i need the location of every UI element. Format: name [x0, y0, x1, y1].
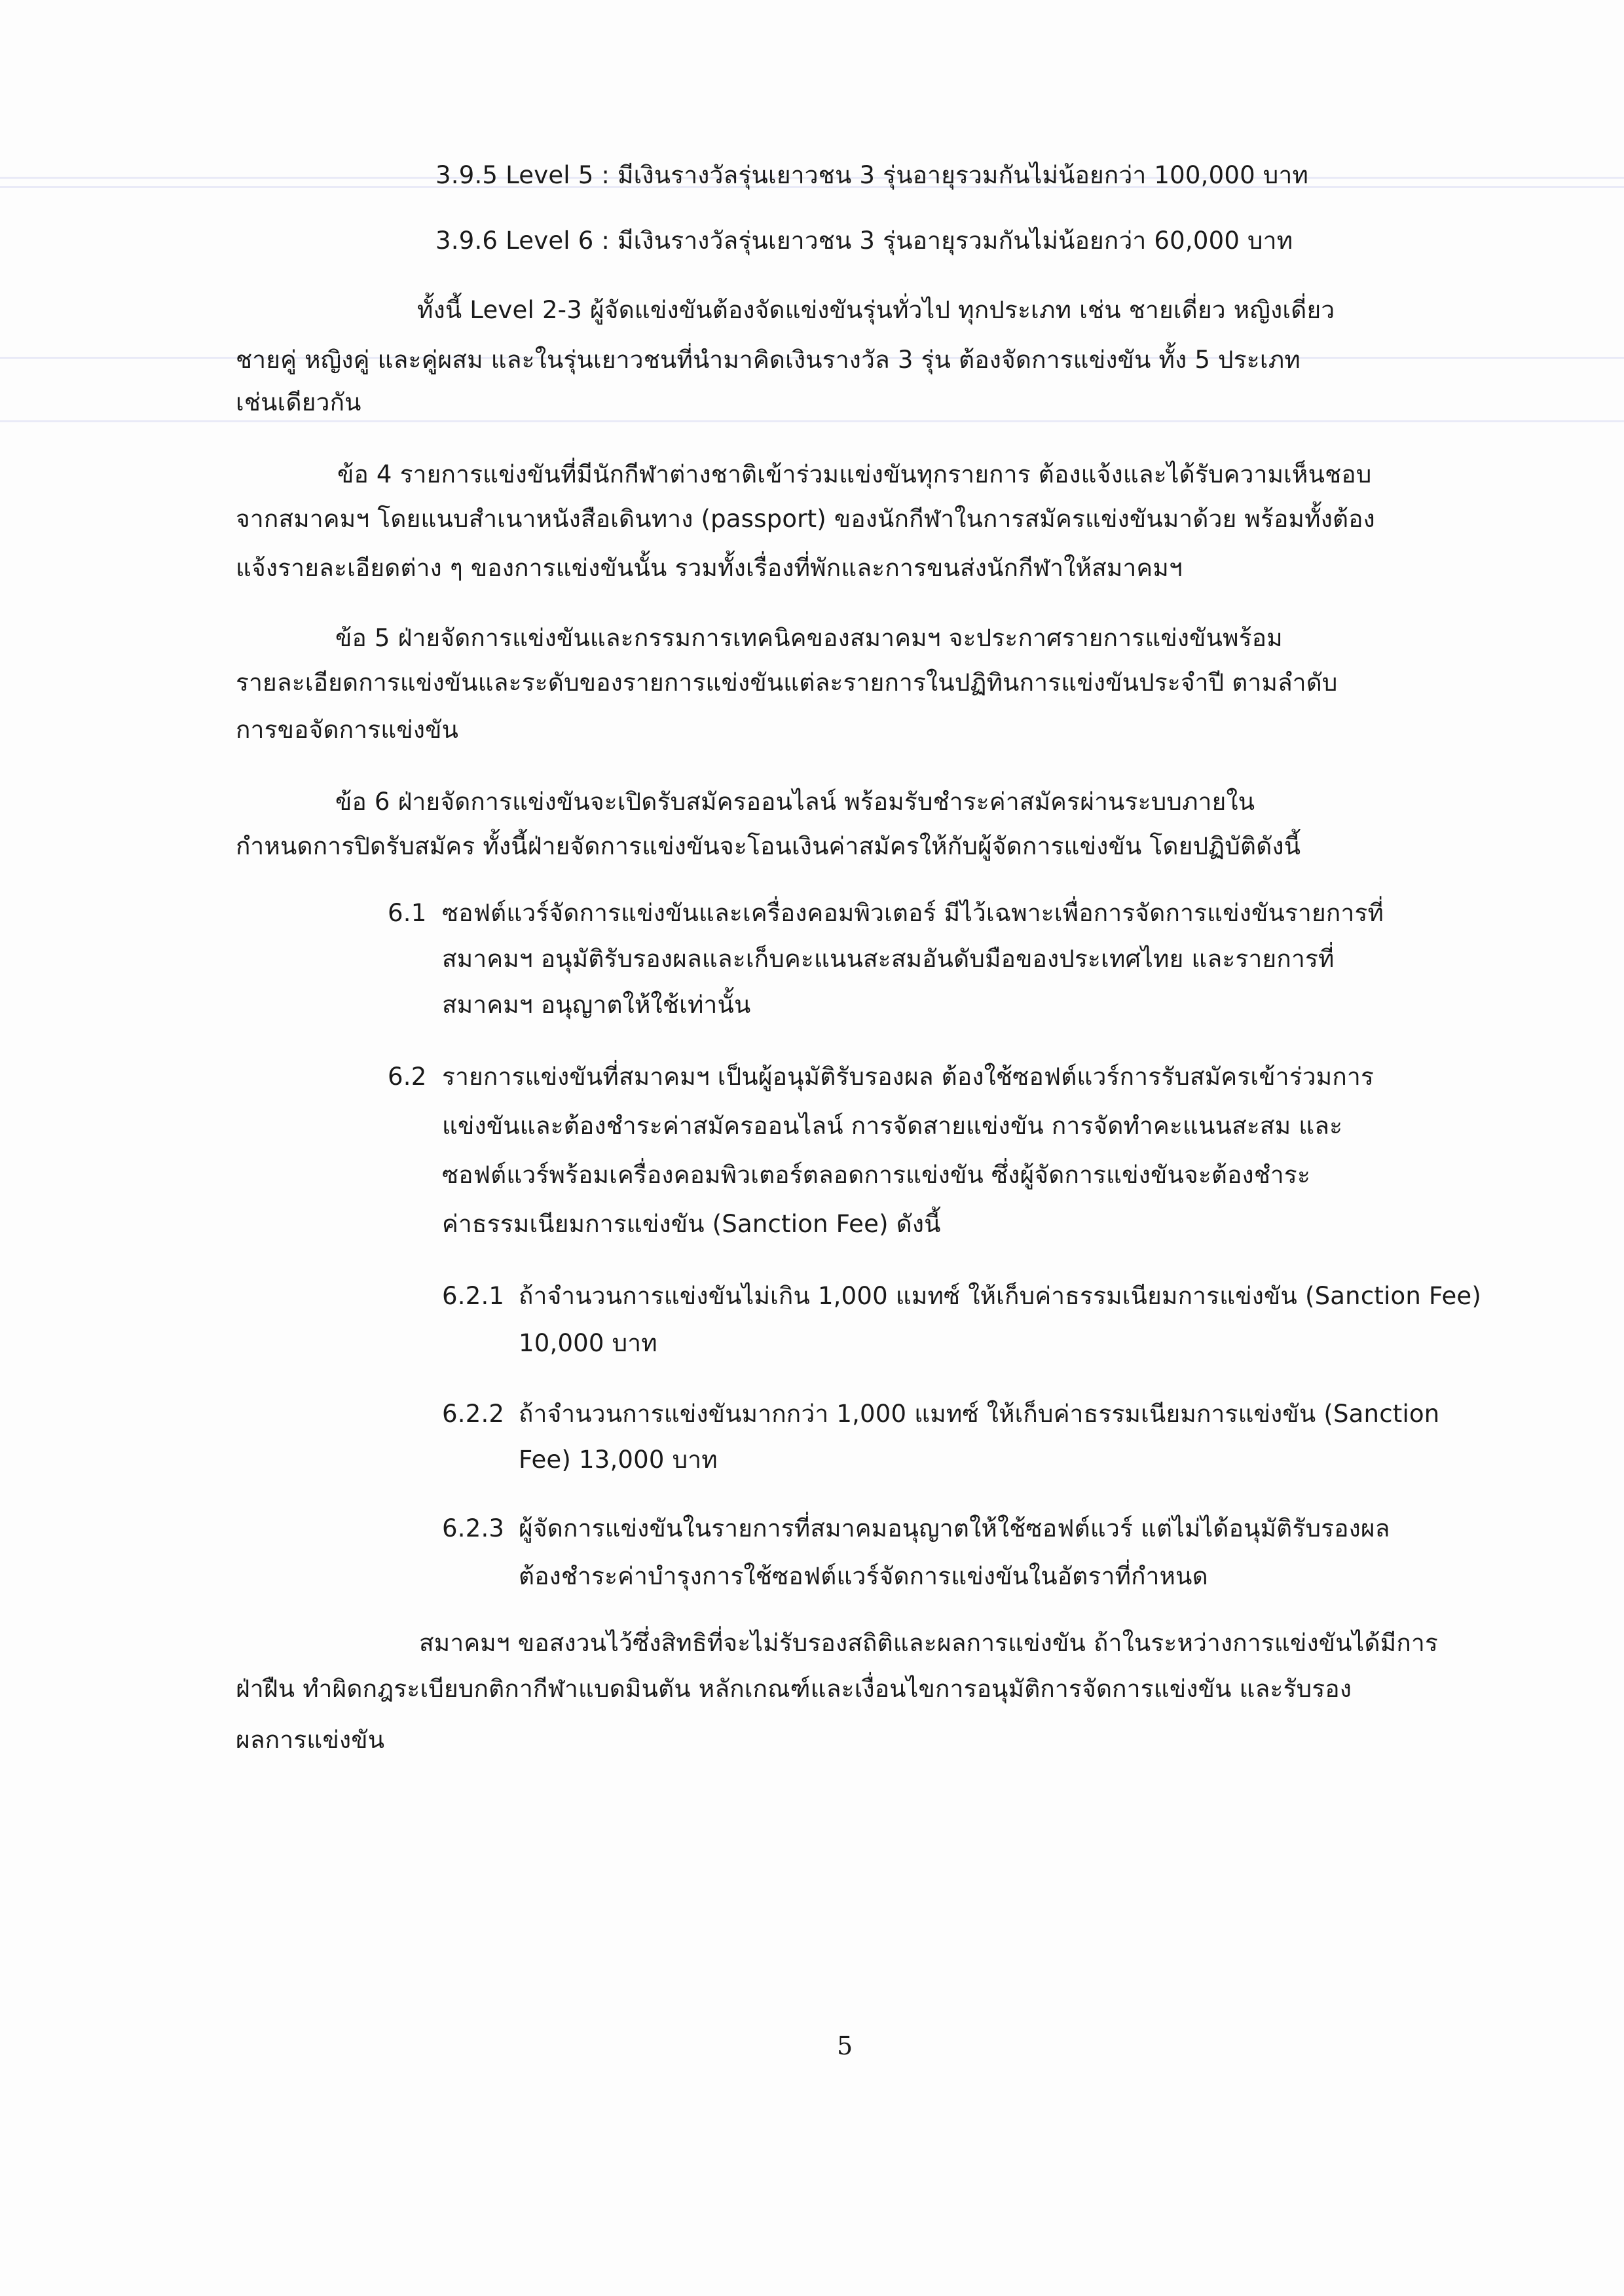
clause-4-line: แจ้งรายละเอียดต่าง ๆ ของการแข่งขันนั้น รวมทั้งเรื่องที่พักและการขนส่งนักกีฬาให้สมาคมฯ [236, 554, 1183, 582]
page-number: 5 [837, 2032, 853, 2060]
paragraph-line: ชายคู่ หญิงคู่ และคู่ผสม และในรุ่นเยาวชนที่นำมาคิดเงินรางวัล 3 รุ่น ต้องจัดการแข่งขัน ทั้ง 5 ประเภท [236, 346, 1301, 374]
clause-6-line: ข้อ 6 ฝ่ายจัดการแข่งขันจะเปิดรับสมัครออนไลน์ พร้อมรับชำระค่าสมัครผ่านระบบภายใน [335, 788, 1255, 816]
item-6-2-line: ซอฟต์แวร์พร้อมเครื่องคอมพิวเตอร์ตลอดการแข่งขัน ซึ่งผู้จัดการแข่งขันจะต้องชำระ [442, 1161, 1311, 1189]
clause-6-line: กำหนดการปิดรับสมัคร ทั้งนี้ฝ่ายจัดการแข่งขันจะโอนเงินค่าสมัครให้กับผู้จัดการแข่งขัน โดยปฏิบัติดังนี้ [236, 832, 1301, 860]
final-paragraph-line: ฝ่าฝืน ทำผิดกฎระเบียบกติกากีฬาแบดมินตัน หลักเกณฑ์และเงื่อนไขการอนุมัติการจัดการแข่งขัน และรับรอง [236, 1675, 1352, 1703]
paragraph-line: ทั้งนี้ Level 2-3 ผู้จัดแข่งขันต้องจัดแข่งขันรุ่นทั่วไป ทุกประเภท เช่น ชายเดี่ยว หญิงเดี่ยว [417, 296, 1335, 324]
item-6-1-line: ซอฟต์แวร์จัดการแข่งขันและเครื่องคอมพิวเตอร์ มีไว้เฉพาะเพื่อการจัดการแข่งขันรายการที่ [442, 899, 1384, 927]
item-number: 6.2 [388, 1063, 427, 1091]
item-6-1-line: สมาคมฯ อนุมัติรับรองผลและเก็บคะแนนสะสมอันดับมือของประเทศไทย และรายการที่ [442, 945, 1335, 973]
final-paragraph-line: สมาคมฯ ขอสงวนไว้ซึ่งสิทธิที่จะไม่รับรองสถิติและผลการแข่งขัน ถ้าในระหว่างการแข่งขันได้มีการ [419, 1629, 1439, 1657]
item-6-2-line: รายการแข่งขันที่สมาคมฯ เป็นผู้อนุมัติรับรองผล ต้องใช้ซอฟต์แวร์การรับสมัครเข้าร่วมการ [442, 1063, 1375, 1091]
item-6-2-line: ค่าธรรมเนียมการแข่งขัน (Sanction Fee) ดังนี้ [442, 1210, 941, 1238]
clause-5-line: การขอจัดการแข่งขัน [236, 716, 459, 744]
clause-4-line: ข้อ 4 รายการแข่งขันที่มีนักกีฬาต่างชาติเข้าร่วมแข่งขันทุกรายการ ต้องแจ้งและได้รับความเห็นชอบ [337, 460, 1372, 488]
clause-3-9-6: 3.9.6 Level 6 : มีเงินรางวัลรุ่นเยาวชน 3 รุ่นอายุรวมกันไม่น้อยกว่า 60,000 บาท [435, 227, 1293, 255]
item-6-2-3-line: ผู้จัดการแข่งขันในรายการที่สมาคมอนุญาตให้ใช้ซอฟต์แวร์ แต่ไม่ได้อนุมัติรับรองผล [519, 1514, 1390, 1542]
item-6-1-line: สมาคมฯ อนุญาตให้ใช้เท่านั้น [442, 991, 751, 1019]
item-6-2-line: แข่งขันและต้องชำระค่าสมัครออนไลน์ การจัดสายแข่งขัน การจัดทำคะแนนสะสม และ [442, 1112, 1343, 1140]
final-paragraph-line: ผลการแข่งขัน [236, 1726, 385, 1754]
item-number: 6.2.2 [442, 1400, 505, 1428]
item-6-2-2-line: Fee) 13,000 บาท [519, 1446, 718, 1474]
item-6-2-1-line: ถ้าจำนวนการแข่งขันไม่เกิน 1,000 แมทซ์ ให้เก็บค่าธรรมเนียมการแข่งขัน (Sanction Fee) [519, 1282, 1482, 1310]
item-6-2-3-line: ต้องชำระค่าบำรุงการใช้ซอฟต์แวร์จัดการแข่งขันในอัตราที่กำหนด [519, 1562, 1208, 1590]
clause-5-line: รายละเอียดการแข่งขันและระดับของรายการแข่งขันแต่ละรายการในปฏิทินการแข่งขันประจำปี ตามลำดับ [236, 668, 1338, 697]
clause-5-line: ข้อ 5 ฝ่ายจัดการแข่งขันและกรรมการเทคนิคของสมาคมฯ จะประกาศรายการแข่งขันพร้อม [335, 624, 1283, 652]
paragraph-line: เช่นเดียวกัน [236, 388, 361, 416]
item-number: 6.2.1 [442, 1282, 505, 1310]
item-number: 6.2.3 [442, 1514, 505, 1542]
item-6-2-2-line: ถ้าจำนวนการแข่งขันมากกว่า 1,000 แมทซ์ ให้เก็บค่าธรรมเนียมการแข่งขัน (Sanction [519, 1400, 1440, 1428]
clause-4-line: จากสมาคมฯ โดยแนบสำเนาหนังสือเดินทาง (passport) ของนักกีฬาในการสมัครแข่งขันมาด้วย พร้อมทั้งต้อง [236, 505, 1375, 533]
clause-3-9-5: 3.9.5 Level 5 : มีเงินรางวัลรุ่นเยาวชน 3 รุ่นอายุรวมกันไม่น้อยกว่า 100,000 บาท [435, 161, 1309, 189]
item-number: 6.1 [388, 899, 427, 927]
item-6-2-1-line: 10,000 บาท [519, 1329, 657, 1357]
